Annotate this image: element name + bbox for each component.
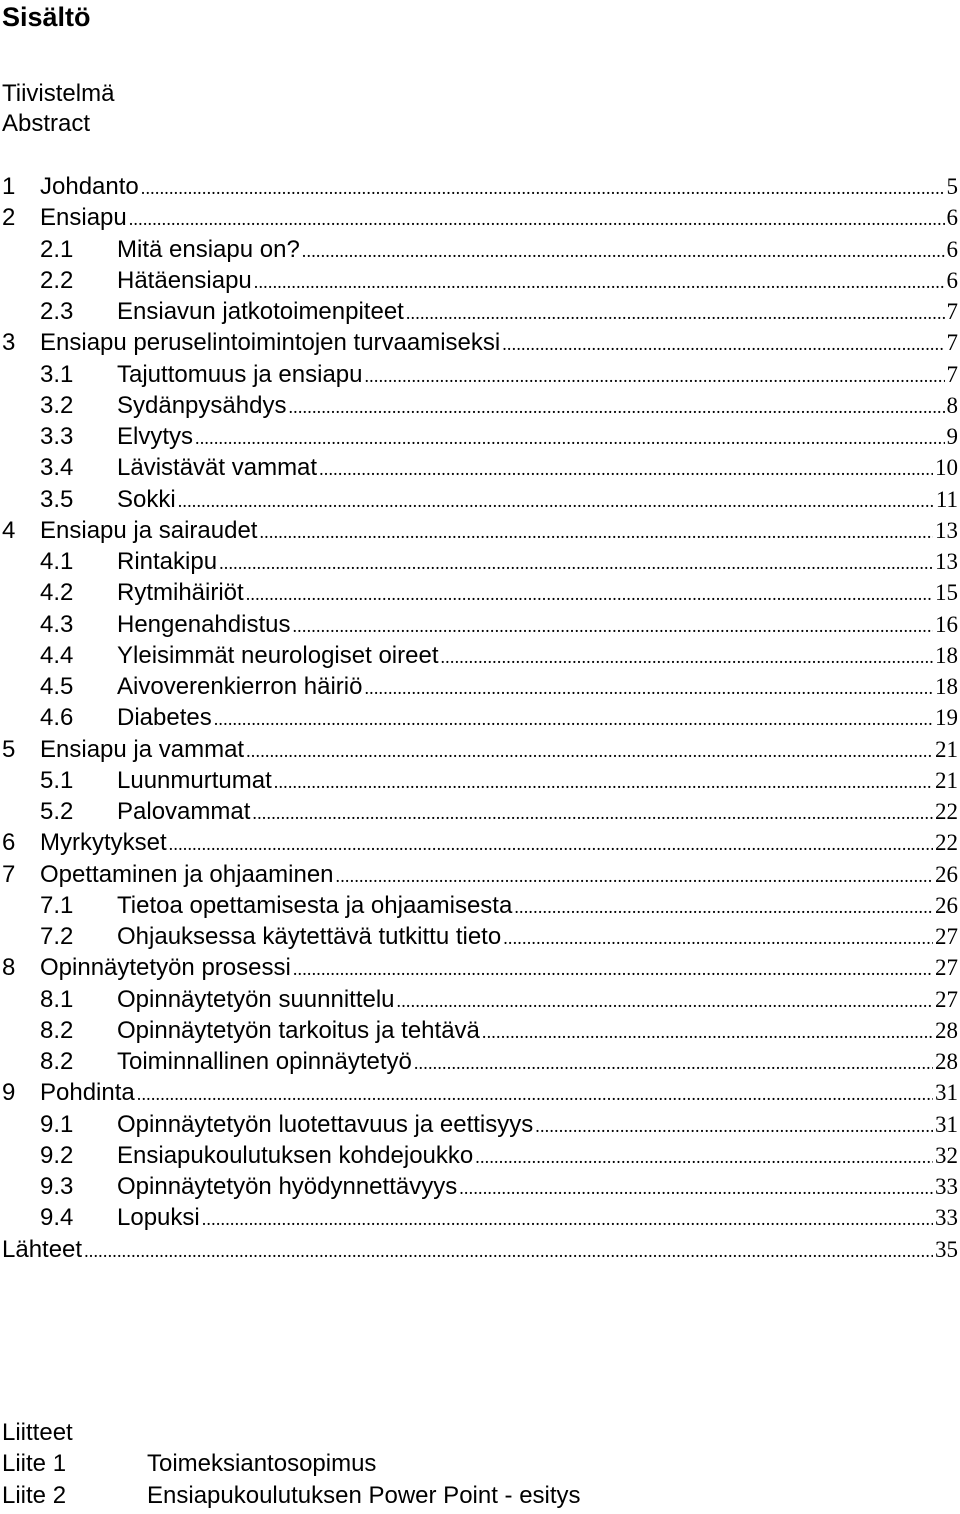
appendix-title: Toimeksiantosopimus (147, 1450, 377, 1478)
appendix-item (2, 1448, 581, 1479)
toc-entry-number: 3 (2, 329, 16, 357)
toc-entry[interactable] (2, 921, 958, 952)
toc-entry-label: Luunmurtumat (117, 766, 272, 794)
toc-entry[interactable] (2, 1109, 958, 1140)
toc-entry-page: 7 (946, 361, 958, 387)
toc-entry-number: 8.2 (40, 1016, 74, 1044)
toc-entry-number: 4.2 (40, 579, 74, 607)
appendices (2, 1417, 581, 1511)
toc-entry-number: 8.1 (40, 985, 74, 1013)
toc-entry-label: Tajuttomuus ja ensiapu (117, 360, 363, 388)
toc-dot-leader (202, 1202, 933, 1235)
toc-entry-number: 3.4 (40, 454, 74, 482)
toc-entry-number: 2.3 (40, 298, 74, 325)
toc-entry-number: 3.3 (40, 423, 74, 450)
toc-dot-leader (246, 577, 933, 610)
toc-entry-page: 8 (946, 392, 958, 418)
toc-entry-label: Opinnäytetyön prosessi (40, 954, 291, 982)
toc-entry-number: 9.3 (40, 1173, 74, 1200)
toc-dot-leader (195, 421, 944, 454)
toc-entry-label: Ensiapu ja vammat (40, 735, 245, 763)
toc-entry-label: Opinnäytetyön hyödynnettävyys (117, 1173, 458, 1200)
toc-entry-page: 11 (935, 486, 958, 512)
toc-entry-number: 2 (2, 204, 16, 232)
toc-entry-number: 5.1 (40, 766, 74, 794)
toc-entry[interactable] (2, 640, 958, 671)
toc-entry[interactable] (2, 202, 958, 233)
appendix-id: Liite 2 (2, 1481, 67, 1509)
toc-entry-page: 5 (946, 174, 958, 199)
toc-dot-leader (137, 1077, 933, 1110)
toc-entry[interactable] (2, 577, 958, 608)
toc-entry-page: 18 (935, 674, 958, 699)
toc-entry-number: 4 (2, 516, 16, 544)
toc-dot-leader (503, 921, 933, 954)
toc-entry-label: Hätäensiapu (117, 266, 252, 294)
toc-entry-label: Ensiavun jatkotoimenpiteet (117, 298, 404, 325)
toc-entry-page: 35 (935, 1236, 958, 1262)
toc-entry-page: 13 (935, 549, 958, 574)
toc-dot-leader (364, 359, 944, 392)
toc-entry[interactable] (2, 234, 958, 265)
toc-entry[interactable] (2, 171, 958, 202)
appendix-id: Liite 1 (2, 1450, 67, 1478)
toc-entry[interactable] (2, 734, 958, 765)
toc-entry-label: Opinnäytetyön tarkoitus ja tehtävä (117, 1016, 480, 1044)
toc-entry-number: 9.1 (40, 1110, 74, 1138)
toc-entry-number: 4.1 (40, 548, 74, 575)
toc-entry-label: Ensiapu (40, 204, 127, 232)
toc-entry-label: Diabetes (117, 704, 212, 732)
toc-entry-page: 31 (935, 1111, 958, 1137)
toc-entry-label: Myrkytykset (40, 829, 167, 857)
toc-entry-number: 3.2 (40, 391, 74, 419)
toc-entry[interactable] (2, 671, 958, 702)
toc-entry[interactable] (2, 1234, 958, 1265)
toc-dot-leader (141, 171, 945, 204)
toc-entry-page: 26 (935, 892, 958, 918)
toc-entry[interactable] (2, 1077, 958, 1108)
table-of-contents (2, 171, 958, 1265)
toc-entry-label: Opinnäytetyön luotettavuus ja eettisyys (117, 1110, 534, 1138)
toc-entry-number: 7.2 (40, 923, 74, 950)
toc-entry-label: Ensiapukoulutuksen kohdejoukko (117, 1141, 474, 1169)
toc-dot-leader (219, 546, 933, 579)
toc-entry-number: 9.2 (40, 1141, 74, 1169)
toc-entry[interactable] (2, 1140, 958, 1171)
toc-entry[interactable] (2, 484, 958, 515)
toc-entry-page: 18 (935, 642, 958, 668)
toc-dot-leader (475, 1140, 933, 1173)
page-title: Sisältö (2, 2, 91, 32)
toc-entry[interactable] (2, 1015, 958, 1046)
toc-entry-number: 5.2 (40, 798, 74, 825)
toc-entry-label: Johdanto (40, 173, 139, 200)
toc-entry-page: 33 (935, 1205, 958, 1231)
toc-entry[interactable] (2, 327, 958, 358)
toc-entry-number: 9 (2, 1079, 16, 1107)
toc-entry-page: 22 (935, 830, 958, 856)
toc-dot-leader (259, 515, 933, 548)
toc-entry[interactable] (2, 515, 958, 546)
toc-dot-leader (246, 734, 933, 767)
toc-dot-leader (482, 1015, 933, 1048)
toc-entry-page: 31 (935, 1080, 958, 1106)
toc-entry-page: 13 (935, 517, 958, 543)
toc-entry-number: 7 (2, 860, 16, 888)
toc-entry-page: 6 (946, 205, 958, 231)
toc-entry[interactable] (2, 452, 958, 483)
toc-entry-number: 8.2 (40, 1048, 74, 1075)
toc-entry-label: Ensiapu ja sairaudet (40, 516, 258, 544)
toc-entry-number: 8 (2, 954, 16, 982)
toc-entry[interactable] (2, 702, 958, 733)
toc-entry-label: Aivoverenkierron häiriö (117, 673, 363, 700)
toc-dot-leader (178, 484, 934, 517)
toc-dot-leader (459, 1171, 933, 1204)
toc-entry[interactable] (2, 359, 958, 390)
toc-entry-label: Hengenahdistus (117, 610, 291, 638)
toc-entry-label: Yleisimmät neurologiset oireet (117, 641, 439, 669)
toc-entry[interactable] (2, 390, 958, 421)
toc-dot-leader (319, 452, 933, 485)
toc-entry-number: 5 (2, 735, 16, 763)
toc-entry[interactable] (2, 765, 958, 796)
toc-entry-number: 6 (2, 829, 16, 857)
toc-entry-label: Toiminnallinen opinnäytetyö (117, 1048, 412, 1075)
toc-dot-leader (293, 952, 933, 985)
toc-entry-label: Opinnäytetyön suunnittelu (117, 985, 395, 1013)
toc-entry-number: 2.1 (40, 235, 74, 263)
toc-dot-leader (84, 1234, 933, 1267)
toc-entry-page: 16 (935, 611, 958, 637)
toc-entry[interactable] (2, 296, 958, 327)
front-matter-tiivistelma: Tiivistelmä (2, 80, 115, 107)
toc-entry-number: 4.5 (40, 673, 74, 700)
toc-entry-page: 10 (935, 455, 958, 481)
toc-entry[interactable] (2, 984, 958, 1015)
toc-dot-leader (535, 1109, 933, 1142)
toc-entry-label: Lävistävät vammat (117, 454, 318, 482)
toc-entry-label: Lopuksi (117, 1204, 200, 1232)
toc-dot-leader (502, 327, 944, 360)
toc-entry-number: 3.5 (40, 485, 74, 513)
toc-dot-leader (129, 202, 945, 235)
toc-dot-leader (274, 765, 933, 798)
appendices-heading: Liitteet (2, 1419, 73, 1446)
toc-entry-label: Rintakipu (117, 548, 218, 575)
toc-entry-label: Lähteet (2, 1235, 83, 1263)
appendix-title: Ensiapukoulutuksen Power Point - esitys (147, 1481, 581, 1509)
toc-entry-label: Tietoa opettamisesta ja ohjaamisesta (117, 891, 513, 919)
toc-entry-page: 6 (946, 236, 958, 262)
toc-entry-label: Elvytys (117, 423, 194, 450)
toc-entry[interactable] (2, 1171, 958, 1202)
toc-entry-label: Ensiapu peruselintoimintojen turvaamiseksi (40, 329, 501, 357)
front-matter-abstract: Abstract (2, 110, 91, 137)
toc-entry[interactable] (2, 827, 958, 858)
toc-dot-leader (302, 234, 945, 267)
toc-entry-page: 27 (935, 955, 958, 981)
toc-entry-page: 6 (946, 267, 958, 293)
toc-entry-page: 33 (935, 1174, 958, 1199)
toc-entry[interactable] (2, 890, 958, 921)
toc-entry-label: Pohdinta (40, 1079, 135, 1107)
toc-entry-page: 27 (935, 986, 958, 1012)
toc-entry-label: Opettaminen ja ohjaaminen (40, 860, 334, 888)
toc-entry-page: 21 (935, 736, 958, 762)
toc-entry-label: Sydänpysähdys (117, 391, 287, 419)
toc-dot-leader (364, 671, 933, 704)
toc-dot-leader (288, 390, 944, 423)
toc-dot-leader (214, 702, 933, 735)
toc-entry[interactable] (2, 546, 958, 577)
toc-entry-page: 9 (946, 424, 958, 449)
toc-dot-leader (336, 859, 933, 892)
toc-dot-leader (397, 984, 933, 1017)
toc-entry-number: 3.1 (40, 360, 74, 388)
toc-entry-page: 26 (935, 861, 958, 887)
toc-entry[interactable] (2, 265, 958, 296)
toc-entry[interactable] (2, 421, 958, 452)
toc-entry-label: Ohjauksessa käytettävä tutkittu tieto (117, 923, 502, 950)
toc-entry-page: 22 (935, 799, 958, 824)
toc-entry-page: 32 (935, 1142, 958, 1168)
toc-entry-label: Mitä ensiapu on? (117, 235, 300, 263)
toc-entry-page: 27 (935, 924, 958, 949)
toc-dot-leader (252, 796, 933, 829)
toc-entry-number: 4.6 (40, 704, 74, 732)
toc-entry[interactable] (2, 609, 958, 640)
toc-entry-page: 21 (935, 767, 958, 793)
toc-entry-number: 1 (2, 173, 16, 200)
toc-entry-page: 28 (935, 1017, 958, 1043)
toc-dot-leader (254, 265, 945, 298)
toc-entry-page: 7 (946, 330, 958, 356)
toc-dot-leader (440, 640, 933, 673)
toc-entry[interactable] (2, 1046, 958, 1077)
toc-entry-page: 15 (935, 580, 958, 606)
toc-entry[interactable] (2, 952, 958, 983)
toc-entry[interactable] (2, 796, 958, 827)
toc-entry-number: 9.4 (40, 1204, 74, 1232)
toc-entry-number: 4.3 (40, 610, 74, 638)
toc-dot-leader (514, 890, 933, 923)
toc-entry[interactable] (2, 859, 958, 890)
toc-entry-page: 28 (935, 1049, 958, 1074)
toc-entry[interactable] (2, 1202, 958, 1233)
toc-dot-leader (406, 296, 945, 329)
toc-entry-number: 2.2 (40, 266, 74, 294)
appendix-item (2, 1480, 581, 1511)
toc-dot-leader (414, 1046, 933, 1079)
toc-entry-label: Palovammat (117, 798, 251, 825)
toc-entry-label: Sokki (117, 485, 176, 513)
toc-entry-page: 19 (935, 705, 958, 731)
toc-dot-leader (169, 827, 933, 860)
toc-entry-number: 4.4 (40, 641, 74, 669)
toc-dot-leader (292, 609, 933, 642)
toc-entry-number: 7.1 (40, 891, 74, 919)
toc-entry-label: Rytmihäiriöt (117, 579, 244, 607)
toc-entry-page: 7 (946, 299, 958, 324)
